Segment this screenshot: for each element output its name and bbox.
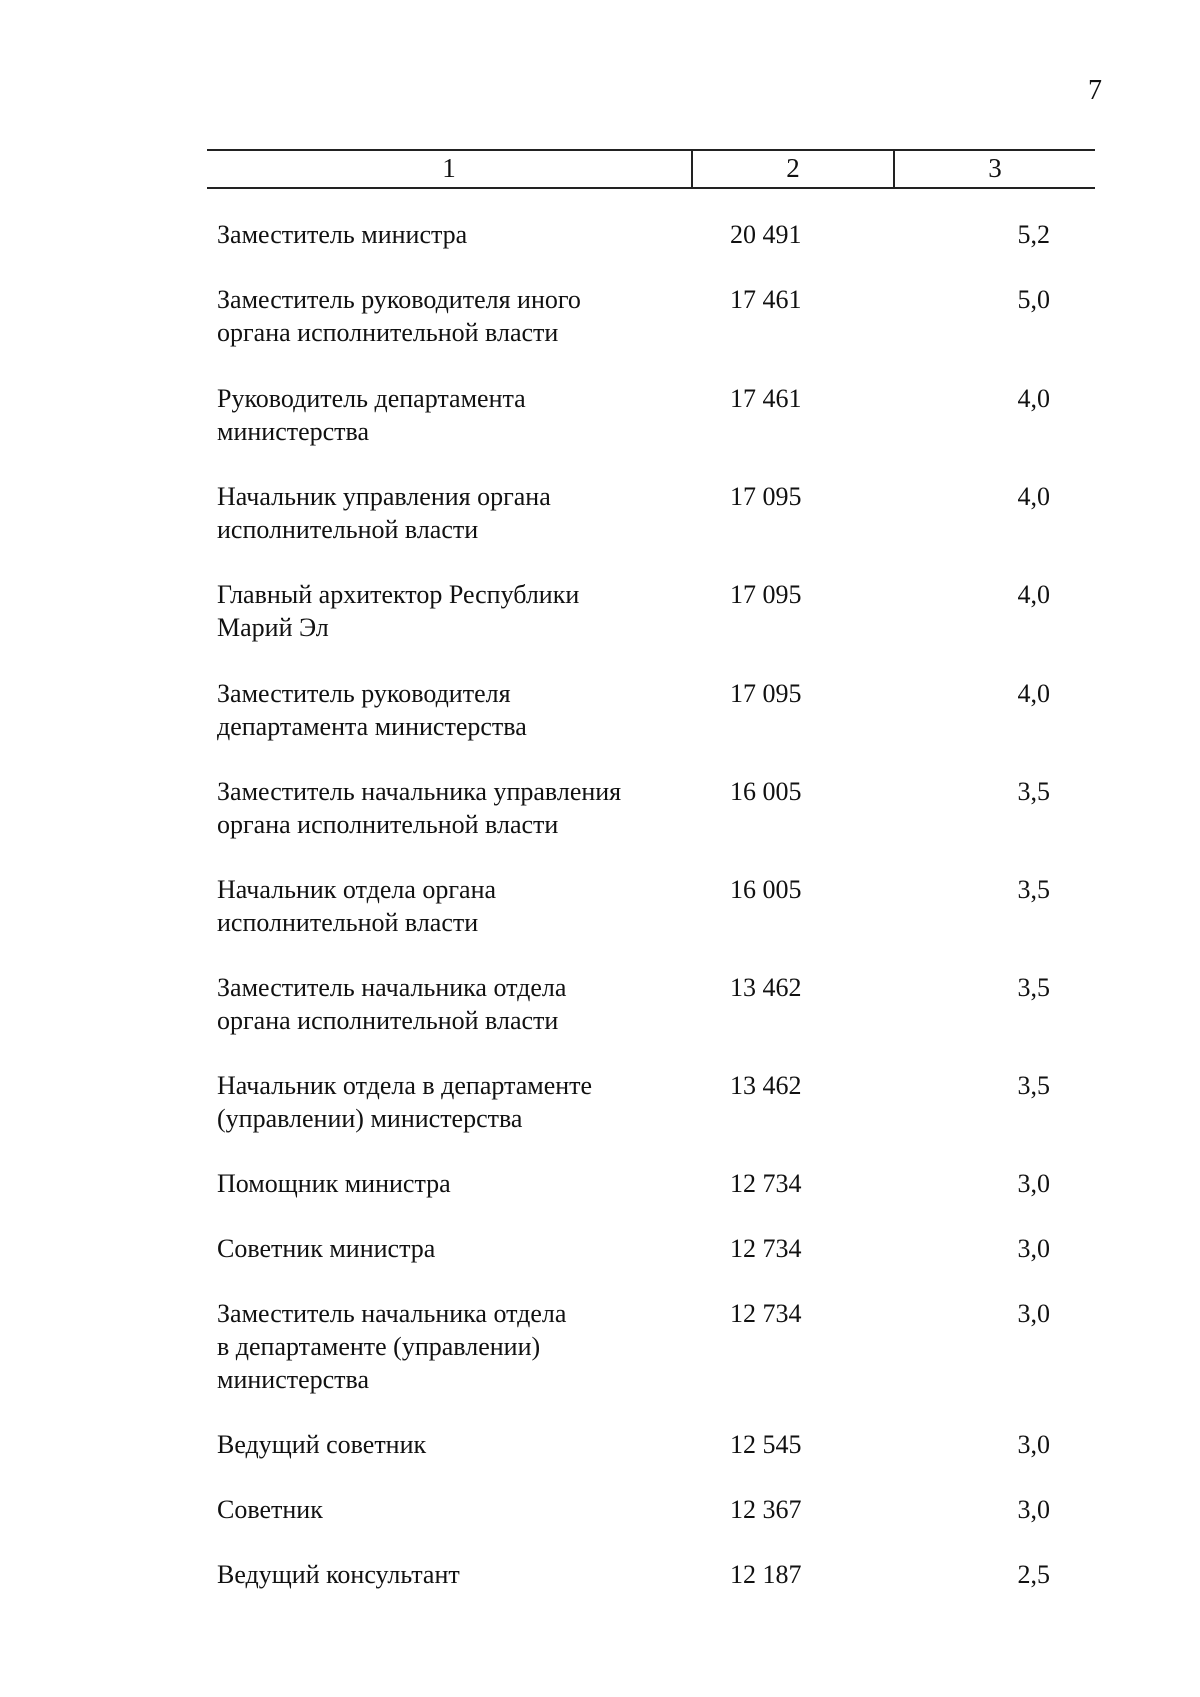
position-title-line: министерства (217, 417, 370, 446)
coefficient: 4,0 (1017, 580, 1050, 609)
column-header-3: 3 (988, 153, 1002, 183)
position-title-line: Заместитель начальника отдела (217, 973, 567, 1002)
position-title (217, 283, 673, 349)
position-title (217, 775, 673, 841)
page-number: 7 (1088, 75, 1102, 106)
coefficient: 3,0 (1017, 1234, 1050, 1263)
coefficient: 3,5 (1017, 777, 1050, 806)
position-title-line: Начальник отдела в департаменте (217, 1071, 593, 1100)
position-title-line: департамента министерства (217, 712, 527, 741)
position-title (217, 1428, 673, 1461)
position-title (217, 971, 673, 1037)
salary-amount: 12 734 (730, 1234, 802, 1263)
position-title-line: Ведущий советник (217, 1430, 427, 1459)
coefficient: 3,0 (1017, 1430, 1050, 1459)
salary-amount: 17 095 (730, 482, 802, 511)
position-title (217, 1558, 673, 1591)
coefficient: 4,0 (1017, 384, 1050, 413)
salary-amount: 12 545 (730, 1430, 802, 1459)
position-title (217, 1297, 673, 1396)
salary-amount: 13 462 (730, 1071, 802, 1100)
position-title-line: исполнительной власти (217, 908, 479, 937)
position-title-line: Заместитель начальника отдела (217, 1299, 567, 1328)
position-title-line: Заместитель руководителя иного (217, 285, 581, 314)
salary-amount: 16 005 (730, 777, 802, 806)
position-title-line: Начальник управления органа (217, 482, 551, 511)
position-title-line: Начальник отдела органа (217, 875, 497, 904)
coefficient: 4,0 (1017, 679, 1050, 708)
position-title (217, 1069, 673, 1135)
position-title (217, 1493, 673, 1526)
coefficient: 3,0 (1017, 1299, 1050, 1328)
position-title (217, 873, 673, 939)
salary-amount: 17 461 (730, 285, 802, 314)
position-title-line: Заместитель министра (217, 220, 468, 249)
salary-amount: 12 187 (730, 1560, 802, 1589)
position-title-line: (управлении) министерства (217, 1104, 523, 1133)
salary-amount: 17 095 (730, 580, 802, 609)
position-title-line: Помощник министра (217, 1169, 451, 1198)
position-title (217, 480, 673, 546)
coefficient: 3,0 (1017, 1169, 1050, 1198)
position-title-line: Руководитель департамента (217, 384, 526, 413)
coefficient: 3,5 (1017, 1071, 1050, 1100)
coefficient: 5,0 (1017, 285, 1050, 314)
position-title-line: Заместитель руководителя (217, 679, 511, 708)
coefficient: 4,0 (1017, 482, 1050, 511)
coefficient: 3,0 (1017, 1495, 1050, 1524)
salary-amount: 13 462 (730, 973, 802, 1002)
salary-amount: 17 461 (730, 384, 802, 413)
salary-amount: 20 491 (730, 220, 802, 249)
column-header-1: 1 (207, 151, 693, 187)
salary-amount: 12 734 (730, 1169, 802, 1198)
position-title (217, 1232, 673, 1265)
coefficient: 3,5 (1017, 973, 1050, 1002)
position-title (217, 218, 673, 251)
salary-amount: 12 734 (730, 1299, 802, 1328)
salary-amount: 16 005 (730, 875, 802, 904)
position-title (217, 677, 673, 743)
position-title-line: исполнительной власти (217, 515, 479, 544)
coefficient: 5,2 (1017, 220, 1050, 249)
position-title (217, 578, 673, 644)
position-title-line: Главный архитектор Республики (217, 580, 580, 609)
position-title-line: Советник министра (217, 1234, 436, 1263)
salary-amount: 17 095 (730, 679, 802, 708)
position-title-line: Ведущий консультант (217, 1560, 460, 1589)
position-title-line: Советник (217, 1495, 323, 1524)
column-header-2: 2 (693, 151, 895, 187)
position-title-line: в департаменте (управлении) (217, 1332, 541, 1361)
position-title-line: министерства (217, 1365, 370, 1394)
position-title-line: органа исполнительной власти (217, 318, 559, 347)
coefficient: 2,5 (1017, 1560, 1050, 1589)
position-title-line: Марий Эл (217, 613, 329, 642)
position-title (217, 382, 673, 448)
position-title (217, 1167, 673, 1200)
position-title-line: органа исполнительной власти (217, 1006, 559, 1035)
position-title-line: органа исполнительной власти (217, 810, 559, 839)
coefficient: 3,5 (1017, 875, 1050, 904)
salary-amount: 12 367 (730, 1495, 802, 1524)
position-title-line: Заместитель начальника управления (217, 777, 622, 806)
